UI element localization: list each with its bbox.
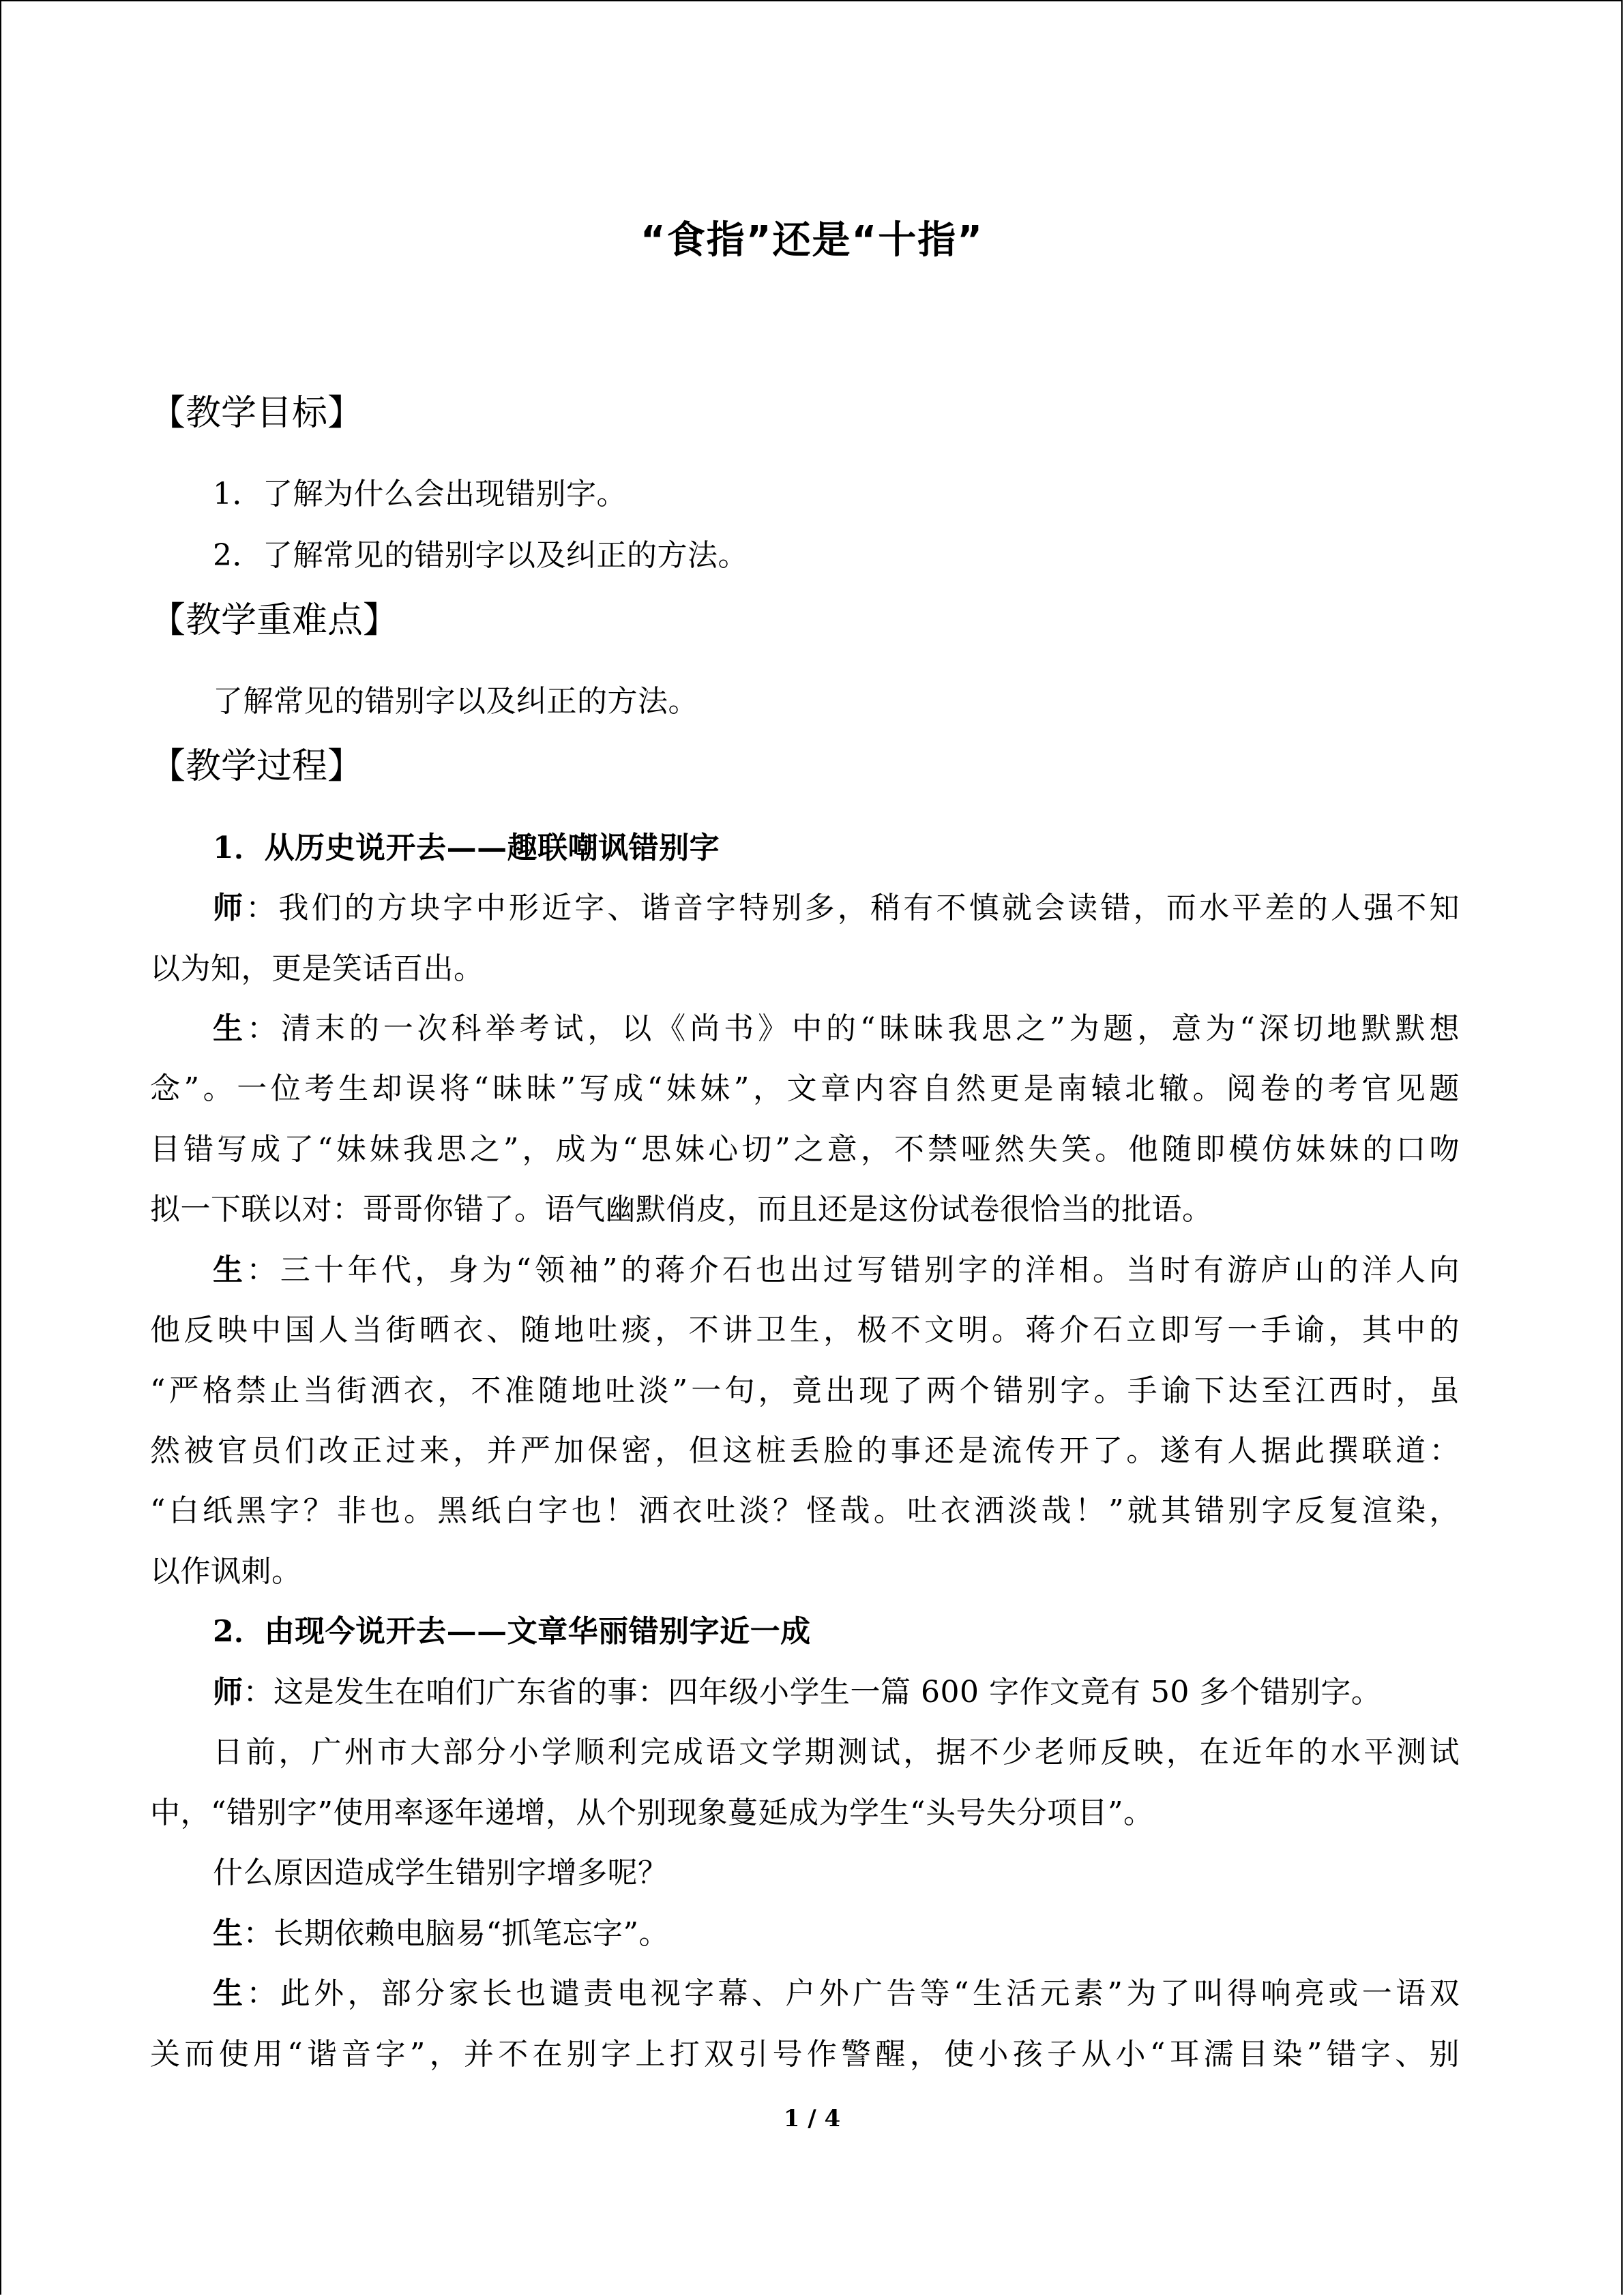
objective-item-2: 2．了解常见的错别字以及纠正的方法。: [213, 538, 748, 573]
paragraph-2-line-3: 目错写成了“妹妹我思之”，成为“思妹心切”之意，不禁哑然失笑。他随即模仿妹妹的口吻: [150, 1132, 1460, 1167]
paragraph-8-line-1: 生：此外，部分家长也谴责电视字幕、户外广告等“生活元素”为了叫得响亮或一语双: [213, 1976, 1460, 2011]
paragraph-3-line-6: 以作讽刺。: [150, 1554, 302, 1589]
paragraph-7-line-1: 生：长期依赖电脑易“抓笔忘字”。: [213, 1916, 669, 1951]
paragraph-2-line-2: 念”。一位考生却误将“昧昧”写成“妹妹”，文章内容自然更是南辕北辙。阅卷的考官见题: [150, 1071, 1460, 1106]
heading-process: 【教学过程】: [150, 746, 364, 787]
paragraph-3-line-2: 他反映中国人当街晒衣、随地吐痰，不讲卫生，极不文明。蒋介石立即写一手谕，其中的: [150, 1313, 1460, 1347]
paragraph-1-line-1: 师：我们的方块字中形近字、谐音字特别多，稍有不慎就会读错，而水平差的人强不知: [213, 891, 1460, 925]
paragraph-1-line-2: 以为知，更是笑话百出。: [150, 951, 484, 986]
paragraph-2-line-1: 生：清末的一次科举考试，以《尚书》中的“昧昧我思之”为题，意为“深切地默默想: [213, 1011, 1460, 1046]
speaker-label: 生: [213, 1253, 247, 1287]
speaker-label: 生: [213, 1916, 243, 1951]
paragraph-5-line-1: 日前，广州市大部分小学顺利完成语文学期测试，据不少老师反映，在近年的水平测试: [213, 1735, 1460, 1770]
key-points-text: 了解常见的错别字以及纠正的方法。: [213, 684, 698, 719]
paragraph-8-line-2: 关而使用“谐音字”，并不在别字上打双引号作警醒，使小孩子从小“耳濡目染”错字、别: [150, 2037, 1460, 2072]
page-number: 1 / 4: [783, 2105, 841, 2132]
subsection-1-title: 1．从历史说开去——趣联嘲讽错别字: [213, 831, 720, 865]
paragraph-3-line-5: “白纸黑字？非也。黑纸白字也！洒衣吐淡？怪哉。吐衣洒淡哉！”就其错别字反复渲染，: [150, 1493, 1460, 1528]
speaker-label: 师: [213, 891, 246, 925]
document-title: “食指”还是“十指”: [640, 218, 984, 263]
speaker-label: 生: [213, 1976, 247, 2011]
heading-objectives: 【教学目标】: [150, 393, 364, 434]
heading-key-points: 【教学重难点】: [150, 600, 399, 641]
paragraph-5-line-2: 中，“错别字”使用率逐年递增，从个别现象蔓延成为学生“头号失分项目”。: [150, 1795, 1154, 1830]
paragraph-3-line-1: 生：三十年代，身为“领袖”的蒋介石也出过写错别字的洋相。当时有游庐山的洋人向: [213, 1253, 1460, 1287]
speaker-label: 师: [213, 1675, 243, 1710]
speaker-label: 生: [213, 1011, 247, 1046]
subsection-2-title: 2．由现今说开去——文章华丽错别字近一成: [213, 1614, 811, 1649]
paragraph-3-line-3: “严格禁止当街洒衣，不准随地吐淡”一句，竟出现了两个错别字。手谕下达至江西时，虽: [150, 1373, 1460, 1408]
paragraph-4-line-1: 师：这是发生在咱们广东省的事：四年级小学生一篇 600 字作文竟有 50 多个错别字。: [213, 1675, 1382, 1710]
paragraph-6-line-1: 什么原因造成学生错别字增多呢？: [213, 1855, 668, 1890]
objective-item-1: 1．了解为什么会出现错别字。: [213, 477, 627, 511]
paragraph-2-line-4: 拟一下联以对：哥哥你错了。语气幽默俏皮，而且还是这份试卷很恰当的批语。: [150, 1192, 1213, 1227]
paragraph-3-line-4: 然被官员们改正过来，并严加保密，但这桩丢脸的事还是流传开了。遂有人据此撰联道：: [150, 1433, 1460, 1468]
